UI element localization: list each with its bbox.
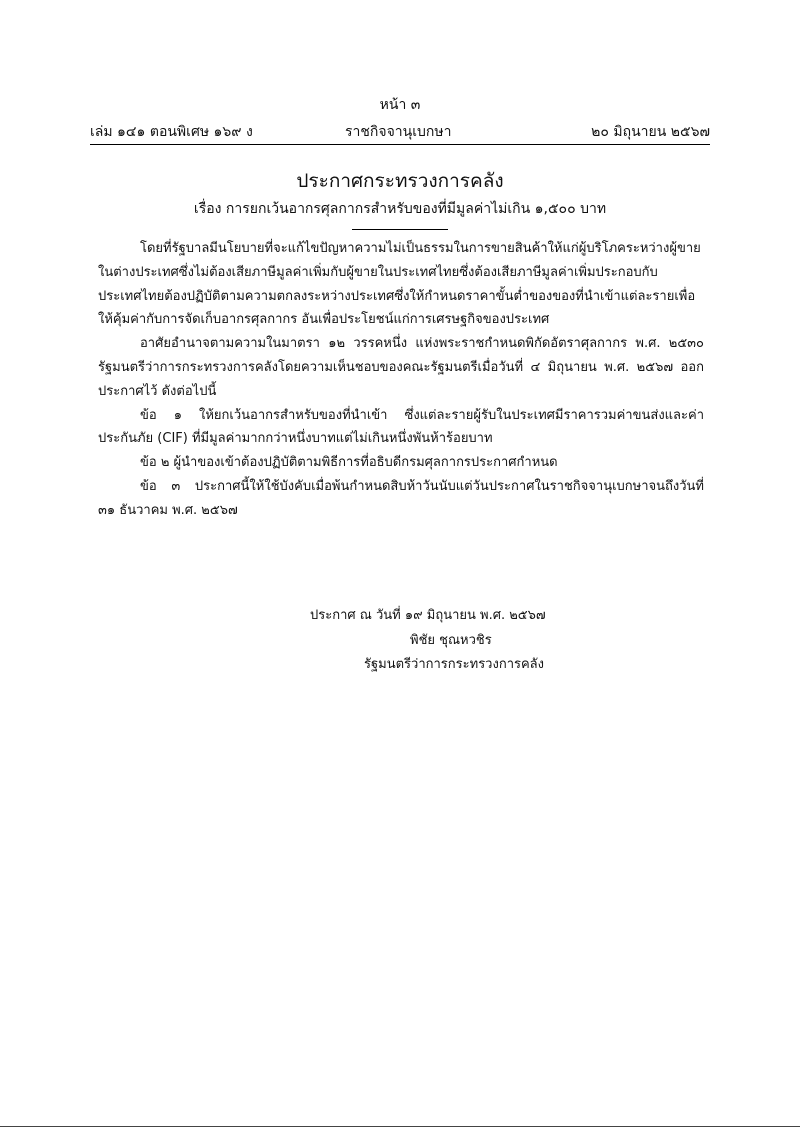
paragraph-clause-3: ข้อ ๓ ประกาศนี้ให้ใช้บังคับเมื่อพ้นกำหนดสิบห้าวันนับแต่วันประกาศในราชกิจจานุเบกษาจนถึงวันที่ ๓๑ ธันวาคม พ.ศ. ๒๕๖๗ (98, 478, 704, 518)
paragraph-authority: อาศัยอำนาจตามความในมาตรา ๑๒ วรรคหนึ่ง แห่งพระราชกำหนดพิกัดอัตราศุลกากร พ.ศ. ๒๕๓๐ รัฐมนตรีว่าการกระทรวงการคลังโดยความเห็นชอบของคณะรัฐมนตรีเมื่อวันที่ ๔ มิถุนายน พ.ศ. ๒๕๖๗ ออกประกาศไว้ ดังต่อไปนี้ (98, 336, 704, 399)
gazette-name: ราชกิจจานุเบกษา (345, 124, 452, 140)
volume-issue: เล่ม ๑๔๑ ตอนพิเศษ ๑๖๙ ง (90, 124, 253, 140)
signatory-position: รัฐมนตรีว่าการกระทรวงการคลัง (364, 657, 544, 672)
paragraph-preamble: โดยที่รัฐบาลมีนโยบายที่จะแก้ไขปัญหาความไม่เป็นธรรมในการขายสินค้าให้แก่ผู้บริโภคระหว่างผู้ขายในต่างประเทศซึ่งไม่ต้องเสียภาษีมูลค่าเพิ่มกับผู้ขายในประเทศไทยซึ่งต้องเสียภาษีมูลค่าเพิ่มประกอบกับประเทศไทยต้องปฏิบัติตามความตกลงระหว่างประเทศซึ่งให้กำหนดราคาขั้นต่ำของของที่นำเข้าแต่ละรายเพื่อให้คุ้มค่ากับการจัดเก็บอากรศุลกากร อันเพื่อประโยชน์แก่การเศรษฐกิจของประเทศ (98, 241, 701, 328)
signature-block (310, 604, 630, 678)
document-subject: เรื่อง การยกเว้นอากรศุลกากรสำหรับของที่มีมูลค่าไม่เกิน ๑,๕๐๐ บาท (193, 201, 607, 217)
signatory-name: พิชัย ชุณหวชิร (410, 632, 492, 648)
title-separator (352, 229, 448, 230)
header-rule (90, 144, 710, 145)
paragraph-clause-1: ข้อ ๑ ให้ยกเว้นอากรสำหรับของที่นำเข้า ซึ่งแต่ละรายผู้รับในประเทศมีราคารวมค่าขนส่งและค่าประกันภัย (CIF) ที่มีมูลค่ามากกว่าหนึ่งบาทแต่ไม่เกินหนึ่งพันห้าร้อยบาท (98, 407, 704, 447)
document-title: ประกาศกระทรวงการคลัง (296, 170, 504, 192)
document-body (98, 237, 704, 523)
footer-rule (0, 1126, 800, 1127)
gazette-header (90, 121, 710, 143)
paragraph-clause-2: ข้อ ๒ ผู้นำของเข้าต้องปฏิบัติตามพิธีการที่อธิบดีกรมศุลกากรประกาศกำหนด (140, 455, 558, 471)
page-number: หน้า ๓ (379, 97, 421, 113)
announcement-date: ประกาศ ณ วันที่ ๑๙ มิถุนายน พ.ศ. ๒๕๖๗ (310, 608, 546, 623)
gazette-date: ๒๐ มิถุนายน ๒๕๖๗ (591, 124, 710, 140)
